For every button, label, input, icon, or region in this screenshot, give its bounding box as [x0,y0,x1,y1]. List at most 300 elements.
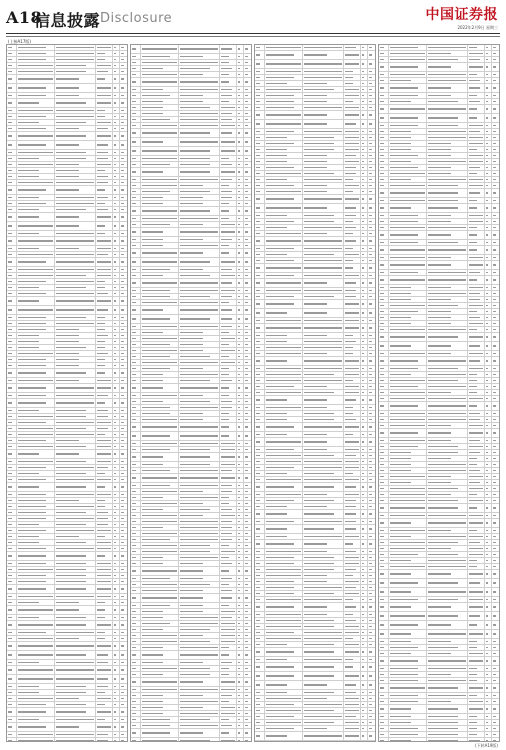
table-cell [55,534,96,539]
text-placeholder [121,569,124,570]
text-placeholder [221,101,229,102]
table-row [7,258,127,267]
text-placeholder [256,563,260,564]
text-placeholder [221,56,229,57]
section-title-en: Disclosure [100,11,173,26]
table-cell [120,213,127,221]
text-placeholder [221,597,232,598]
text-placeholder [8,158,12,159]
table-cell [7,492,17,497]
text-placeholder [245,497,248,498]
text-placeholder [362,479,365,480]
table-cell [361,585,368,590]
table-cell [303,105,344,110]
table-cell [55,540,96,545]
text-placeholder [221,150,235,151]
table-cell [368,585,375,590]
text-placeholder [180,81,218,82]
table-cell [113,651,120,659]
table-cell [141,453,179,461]
text-placeholder [56,309,94,310]
text-placeholder [428,155,451,156]
table-cell [361,357,368,365]
text-placeholder [390,101,411,102]
table-cell [389,147,427,152]
text-placeholder [180,689,218,690]
text-placeholder [8,704,12,705]
text-placeholder [180,654,218,655]
table-cell [17,438,55,443]
text-placeholder [256,380,260,381]
text-placeholder [245,470,248,471]
table-cell [179,129,220,137]
text-placeholder [114,726,117,727]
text-placeholder [345,494,359,495]
table-cell [379,63,389,71]
text-placeholder [266,191,301,192]
text-placeholder [390,53,425,54]
text-placeholder [221,435,229,436]
table-cell [120,420,127,425]
text-placeholder [121,596,124,597]
text-placeholder [8,197,12,198]
table-cell [303,591,344,596]
table-cell [237,489,244,494]
text-placeholder [114,158,117,159]
table-cell [96,333,113,338]
text-placeholder [97,402,105,403]
text-placeholder [56,686,86,687]
table-cell [368,252,375,257]
text-placeholder [362,563,365,564]
table-cell [17,444,55,449]
table-cell [303,153,344,158]
table-cell [265,390,303,395]
table-cell [255,534,265,539]
text-placeholder [142,578,170,579]
text-placeholder [390,74,425,75]
table-cell [179,423,220,431]
text-placeholder [469,53,483,54]
text-placeholder [132,515,136,516]
text-placeholder [304,675,334,676]
text-placeholder [345,638,353,639]
table-cell [368,99,375,104]
table-cell [220,288,237,293]
text-placeholder [97,164,111,165]
table-cell [237,519,244,524]
table-cell [17,477,55,482]
text-placeholder [180,309,218,310]
table-cell [113,567,120,572]
text-placeholder [180,125,218,126]
text-placeholder [245,107,248,108]
table-cell [244,78,251,86]
table-cell [244,324,251,329]
table-cell [17,57,55,62]
table-cell [179,366,220,371]
table-cell [255,390,265,395]
table-cell [468,84,485,92]
table-cell [344,324,361,332]
text-placeholder [221,245,229,246]
table-cell [179,567,220,575]
text-placeholder [97,575,111,576]
table-cell [220,525,237,530]
text-placeholder [369,494,372,495]
text-placeholder [56,434,94,435]
text-placeholder [121,440,124,441]
table-cell [368,603,375,611]
table-cell [55,630,96,635]
text-placeholder [304,198,342,199]
text-placeholder [380,95,384,96]
text-placeholder [8,581,12,582]
table-cell [361,204,368,212]
text-placeholder [266,449,294,450]
masthead-rule-thin [6,36,500,37]
table-cell [427,141,468,146]
text-placeholder [114,95,117,96]
table-cell [120,63,127,68]
text-placeholder [369,320,372,321]
table-cell [131,495,141,500]
text-placeholder [390,185,425,186]
text-placeholder [345,651,359,652]
table-cell [96,297,113,305]
table-cell [17,93,55,98]
table-cell [255,93,265,98]
table-row [7,675,127,684]
text-placeholder [221,275,235,276]
table-cell [141,405,179,410]
text-placeholder [18,269,53,270]
text-placeholder [221,617,232,618]
text-placeholder [56,197,94,198]
text-placeholder [428,87,451,88]
text-placeholder [18,624,53,625]
table-cell [55,285,96,290]
text-placeholder [221,368,229,369]
text-placeholder [114,494,117,495]
text-placeholder [97,116,105,117]
table-cell [96,606,113,614]
text-placeholder [114,486,117,487]
table-cell [7,666,17,674]
text-placeholder [180,191,210,192]
text-placeholder [245,635,248,636]
text-placeholder [256,638,260,639]
table-cell [361,225,368,230]
table-cell [120,75,127,83]
text-placeholder [304,698,327,699]
table-cell [131,666,141,671]
text-placeholder [486,173,489,174]
table-cell [120,528,127,533]
text-placeholder [56,530,94,531]
table-cell [361,483,368,491]
text-placeholder [369,198,372,199]
table-cell [379,45,389,50]
table-cell [255,366,265,371]
text-placeholder [121,87,124,88]
table-cell [303,120,344,128]
text-placeholder [18,711,46,712]
disclosure-table [6,44,500,742]
table-cell [255,75,265,80]
table-cell [344,300,361,308]
text-placeholder [56,563,86,564]
table-cell [7,168,17,173]
table-cell [55,636,96,641]
text-placeholder [132,464,136,465]
text-placeholder [18,225,53,226]
text-placeholder [221,689,235,690]
text-placeholder [56,353,79,354]
text-placeholder [362,143,365,144]
table-cell [220,531,237,536]
text-placeholder [8,453,12,454]
text-placeholder [97,711,111,712]
table-cell [468,45,485,50]
table-cell [55,567,96,572]
table-cell [55,273,96,278]
table-cell [141,489,179,494]
text-placeholder [8,122,12,123]
table-cell [237,183,244,188]
table-cell [344,189,361,194]
text-placeholder [221,563,232,564]
table-cell [7,504,17,509]
table-row [7,666,127,675]
text-placeholder [97,512,108,513]
table-cell [141,105,179,110]
table-cell [244,621,251,626]
text-placeholder [256,399,260,400]
text-placeholder [266,666,294,667]
table-cell [220,462,237,467]
text-placeholder [121,144,124,145]
table-cell [179,411,220,416]
text-placeholder [121,102,124,103]
table-cell [113,594,120,599]
table-cell [265,351,303,356]
table-cell [96,84,113,92]
table-cell [368,561,375,566]
text-placeholder [114,575,117,576]
table-cell [361,333,368,338]
table-cell [7,201,17,206]
table-cell [379,93,389,98]
table-cell [96,732,113,737]
text-placeholder [121,353,124,354]
text-placeholder [121,654,124,655]
table-cell [237,279,244,287]
text-placeholder [8,372,12,373]
text-placeholder [221,119,232,120]
table-cell [255,714,265,719]
table-cell [131,117,141,122]
table-cell [55,126,96,131]
table-cell [244,399,251,404]
text-placeholder [256,260,260,261]
table-cell [492,171,499,176]
table-cell [141,195,179,200]
text-placeholder [345,290,356,291]
table-cell [7,186,17,194]
text-placeholder [266,710,301,711]
text-placeholder [245,231,248,232]
table-cell [361,159,368,164]
table-row [255,525,375,534]
table-cell [237,531,244,536]
table-cell [368,567,375,572]
table-cell [220,705,237,710]
table-cell [244,729,251,737]
text-placeholder [142,332,163,333]
table-cell [96,69,113,74]
table-cell [141,588,179,593]
table-cell [17,246,55,251]
text-placeholder [369,528,372,529]
table-cell [361,630,368,635]
table-cell [237,45,244,53]
table-cell [7,414,17,419]
table-cell [120,252,127,257]
table-cell [7,702,17,707]
text-placeholder [245,252,248,253]
table-cell [344,603,361,611]
text-placeholder [221,470,232,471]
text-placeholder [142,296,170,297]
table-cell [265,561,303,566]
text-placeholder [142,681,177,682]
text-placeholder [245,491,248,492]
table-cell [131,432,141,440]
table-cell [179,354,220,359]
table-cell [237,66,244,71]
table-cell [485,57,492,62]
table-cell [368,345,375,350]
text-placeholder [362,704,365,705]
text-placeholder [18,287,39,288]
text-placeholder [221,611,235,612]
table-cell [17,285,55,290]
text-placeholder [345,380,353,381]
text-placeholder [345,722,359,723]
text-placeholder [132,261,136,262]
table-cell [141,687,179,692]
text-placeholder [18,596,53,597]
text-placeholder [369,563,372,564]
table-cell [220,567,237,575]
table-cell [237,360,244,365]
table-cell [131,177,141,182]
text-placeholder [493,87,496,88]
text-placeholder [121,402,124,403]
text-placeholder [362,240,365,241]
table-cell [303,147,344,152]
text-placeholder [221,350,235,351]
text-placeholder [142,158,177,159]
text-placeholder [142,689,177,690]
text-placeholder [142,551,177,552]
table-cell [244,441,251,446]
table-cell [179,177,220,182]
table-cell [361,141,368,146]
table-cell [379,57,389,62]
table-cell [368,339,375,344]
table-cell [55,579,96,584]
text-placeholder [369,486,372,487]
text-placeholder [97,536,105,537]
table-cell [17,717,55,722]
table-cell [141,78,179,86]
table-cell [113,552,120,560]
table-cell [141,72,179,77]
text-placeholder [142,81,177,82]
table-cell [237,543,244,548]
table-cell [17,279,55,284]
table-cell [389,99,427,104]
table-cell [220,609,237,614]
table-cell [179,621,220,626]
table-cell [7,636,17,641]
text-placeholder [266,722,301,723]
table-cell [55,444,96,449]
table-cell [379,141,389,146]
table-cell [7,267,17,272]
table-cell [485,165,492,170]
text-placeholder [56,596,94,597]
table-cell [244,705,251,710]
text-placeholder [362,341,365,342]
table-cell [492,141,499,146]
table-cell [141,273,179,278]
table-cell [244,168,251,176]
text-placeholder [238,48,241,49]
table-cell [113,297,120,305]
table-cell [96,459,113,464]
table-cell [131,561,141,566]
text-placeholder [345,413,353,414]
table-column [130,44,252,742]
text-placeholder [256,107,260,108]
table-cell [7,45,17,50]
text-placeholder [486,74,489,75]
text-placeholder [304,123,327,124]
table-cell [303,672,344,680]
table-cell [113,708,120,716]
table-row [255,357,375,366]
table-cell [96,522,113,527]
text-placeholder [8,359,12,360]
text-placeholder [56,734,94,735]
text-placeholder [8,293,12,294]
table-cell [55,666,96,674]
table-cell [237,336,244,341]
text-placeholder [245,527,248,528]
table-cell [244,372,251,377]
text-placeholder [256,155,260,156]
text-placeholder [221,261,235,262]
table-cell [55,51,96,56]
text-placeholder [132,570,136,571]
text-placeholder [114,602,117,603]
table-cell [361,417,368,422]
table-cell [131,72,141,77]
text-placeholder [256,569,260,570]
